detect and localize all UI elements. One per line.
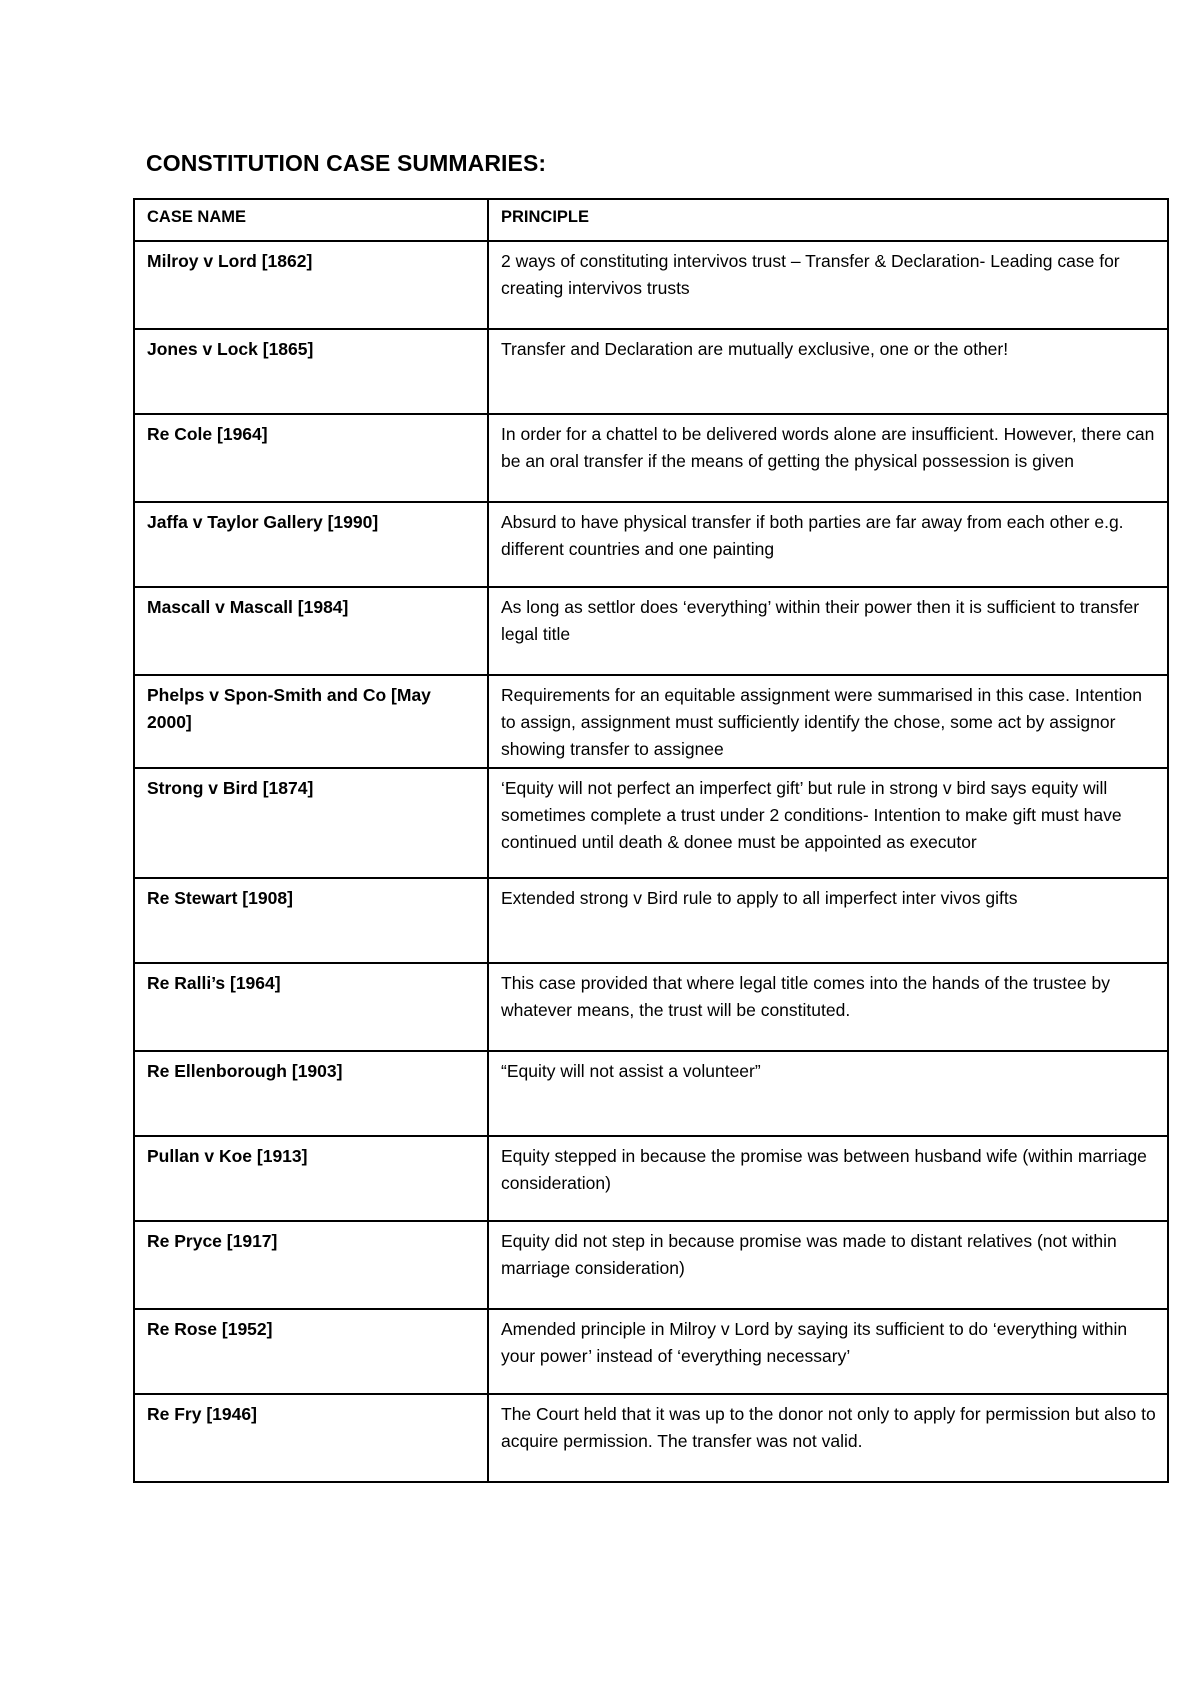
case-name-cell: Jaffa v Taylor Gallery [1990] bbox=[134, 502, 488, 587]
principle-cell: Requirements for an equitable assignment were summarised in this case. Intention to assign, assignment must sufficiently identify the chose, some act by assignor showing transfer to assignee bbox=[488, 675, 1168, 768]
table-row bbox=[134, 329, 1168, 414]
principle-cell: Extended strong v Bird rule to apply to all imperfect inter vivos gifts bbox=[488, 878, 1168, 963]
table-row bbox=[134, 502, 1168, 587]
principle-cell: As long as settlor does ‘everything’ within their power then it is sufficient to transfer legal title bbox=[488, 587, 1168, 675]
table-row bbox=[134, 241, 1168, 329]
table-row bbox=[134, 1136, 1168, 1221]
principle-cell: Equity did not step in because promise was made to distant relatives (not within marriage consideration) bbox=[488, 1221, 1168, 1309]
principle-cell: 2 ways of constituting intervivos trust – Transfer & Declaration- Leading case for creating intervivos trusts bbox=[488, 241, 1168, 329]
principle-cell: In order for a chattel to be delivered words alone are insufficient. However, there can be an oral transfer if the means of getting the physical possession is given bbox=[488, 414, 1168, 502]
table-row bbox=[134, 878, 1168, 963]
case-name-cell: Re Pryce [1917] bbox=[134, 1221, 488, 1309]
principle-cell: ‘Equity will not perfect an imperfect gift’ but rule in strong v bird says equity will sometimes complete a trust under 2 conditions- Intention to make gift must have continued until death & donee must be appointed as executor bbox=[488, 768, 1168, 878]
case-name-cell: Strong v Bird [1874] bbox=[134, 768, 488, 878]
case-name-cell: Jones v Lock [1865] bbox=[134, 329, 488, 414]
case-name-cell: Mascall v Mascall [1984] bbox=[134, 587, 488, 675]
table-row bbox=[134, 963, 1168, 1051]
principle-cell: This case provided that where legal title comes into the hands of the trustee by whatever means, the trust will be constituted. bbox=[488, 963, 1168, 1051]
case-name-cell: Re Cole [1964] bbox=[134, 414, 488, 502]
table-row bbox=[134, 587, 1168, 675]
principle-cell: Absurd to have physical transfer if both parties are far away from each other e.g. different countries and one painting bbox=[488, 502, 1168, 587]
principle-cell: Transfer and Declaration are mutually exclusive, one or the other! bbox=[488, 329, 1168, 414]
table-row bbox=[134, 1309, 1168, 1394]
case-summary-table bbox=[133, 198, 1169, 1483]
column-header-principle: PRINCIPLE bbox=[488, 199, 1168, 241]
principle-cell: Amended principle in Milroy v Lord by saying its sufficient to do ‘everything within your power’ instead of ‘everything necessary’ bbox=[488, 1309, 1168, 1394]
principle-cell: Equity stepped in because the promise was between husband wife (within marriage consideration) bbox=[488, 1136, 1168, 1221]
case-name-cell: Re Stewart [1908] bbox=[134, 878, 488, 963]
table-row bbox=[134, 1051, 1168, 1136]
table-row bbox=[134, 1221, 1168, 1309]
table-header-row bbox=[134, 199, 1168, 241]
table-row bbox=[134, 414, 1168, 502]
case-name-cell: Re Ralli’s [1964] bbox=[134, 963, 488, 1051]
table-row bbox=[134, 1394, 1168, 1482]
principle-cell: “Equity will not assist a volunteer” bbox=[488, 1051, 1168, 1136]
case-name-cell: Re Rose [1952] bbox=[134, 1309, 488, 1394]
principle-cell: The Court held that it was up to the donor not only to apply for permission but also to acquire permission. The transfer was not valid. bbox=[488, 1394, 1168, 1482]
page-title: CONSTITUTION CASE SUMMARIES: bbox=[146, 150, 547, 176]
table-row bbox=[134, 768, 1168, 878]
table-row bbox=[134, 675, 1168, 768]
case-name-cell: Re Ellenborough [1903] bbox=[134, 1051, 488, 1136]
case-name-cell: Pullan v Koe [1913] bbox=[134, 1136, 488, 1221]
case-name-cell: Milroy v Lord [1862] bbox=[134, 241, 488, 329]
case-name-cell: Phelps v Spon-Smith and Co [May 2000] bbox=[134, 675, 488, 768]
column-header-case-name: CASE NAME bbox=[134, 199, 488, 241]
case-name-cell: Re Fry [1946] bbox=[134, 1394, 488, 1482]
